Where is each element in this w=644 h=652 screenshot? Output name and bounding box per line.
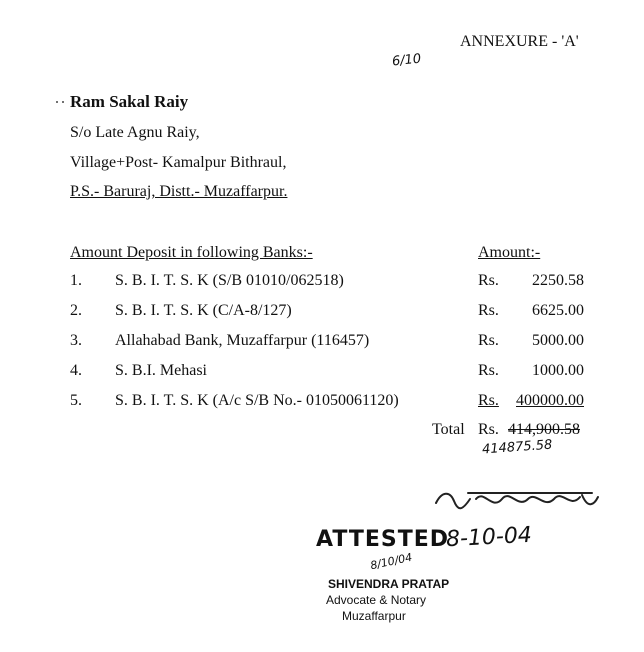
row-number: 2. — [70, 302, 82, 319]
row-currency: Rs. — [478, 332, 499, 349]
row-description: S. B.I. Mehasi — [115, 362, 207, 379]
notary-name: SHIVENDRA PRATAP — [328, 577, 450, 591]
row-description: S. B. I. T. S. K (S/B 01010/062518) — [115, 272, 344, 289]
notary-initial-handwritten: 8/10/04 — [369, 550, 414, 573]
person-relation: S/o Late Agnu Raiy, — [70, 124, 200, 141]
handwritten-signature-mark — [432, 485, 602, 519]
page-mark-handwritten: 6/10 — [391, 51, 422, 70]
row-amount: 2250.58 — [532, 272, 584, 289]
row-currency: Rs. — [478, 392, 499, 409]
annexure-label: ANNEXURE - 'A' — [460, 33, 579, 50]
row-amount: 5000.00 — [532, 332, 584, 349]
row-description: Allahabad Bank, Muzaffarpur (116457) — [115, 332, 370, 349]
total-amount-handwritten: 414875.58 — [481, 437, 553, 458]
attested-stamp: ATTESTED — [316, 527, 450, 552]
attestation-date-handwritten: 8-10-04 — [445, 522, 533, 553]
deposit-heading: Amount Deposit in following Banks:- — [70, 244, 313, 261]
row-amount: 400000.00 — [516, 392, 584, 409]
row-number: 3. — [70, 332, 82, 349]
total-label: Total — [432, 421, 465, 438]
row-number: 4. — [70, 362, 82, 379]
notary-title: Advocate & Notary — [326, 593, 427, 607]
attestation-stamp — [312, 485, 632, 645]
row-description: S. B. I. T. S. K (A/c S/B No.- 01050061120) — [115, 392, 399, 409]
person-name: Ram Sakal Raiy — [70, 92, 189, 111]
row-amount: 6625.00 — [532, 302, 584, 319]
row-amount: 1000.00 — [532, 362, 584, 379]
row-description: S. B. I. T. S. K (C/A-8/127) — [115, 302, 292, 319]
row-currency: Rs. — [478, 362, 499, 379]
scan-speck — [56, 101, 58, 103]
total-amount-struck: 414,900.58 — [508, 421, 580, 438]
row-currency: Rs. — [478, 302, 499, 319]
row-currency: Rs. — [478, 272, 499, 289]
amount-heading: Amount:- — [478, 244, 541, 261]
total-currency: Rs. — [478, 421, 499, 438]
person-district: P.S.- Baruraj, Distt.- Muzaffarpur. — [70, 183, 288, 200]
notary-place: Muzaffarpur — [342, 609, 406, 623]
row-number: 5. — [70, 392, 82, 409]
person-village: Village+Post- Kamalpur Bithraul, — [70, 154, 287, 171]
scan-speck — [62, 101, 64, 103]
row-number: 1. — [70, 272, 82, 289]
